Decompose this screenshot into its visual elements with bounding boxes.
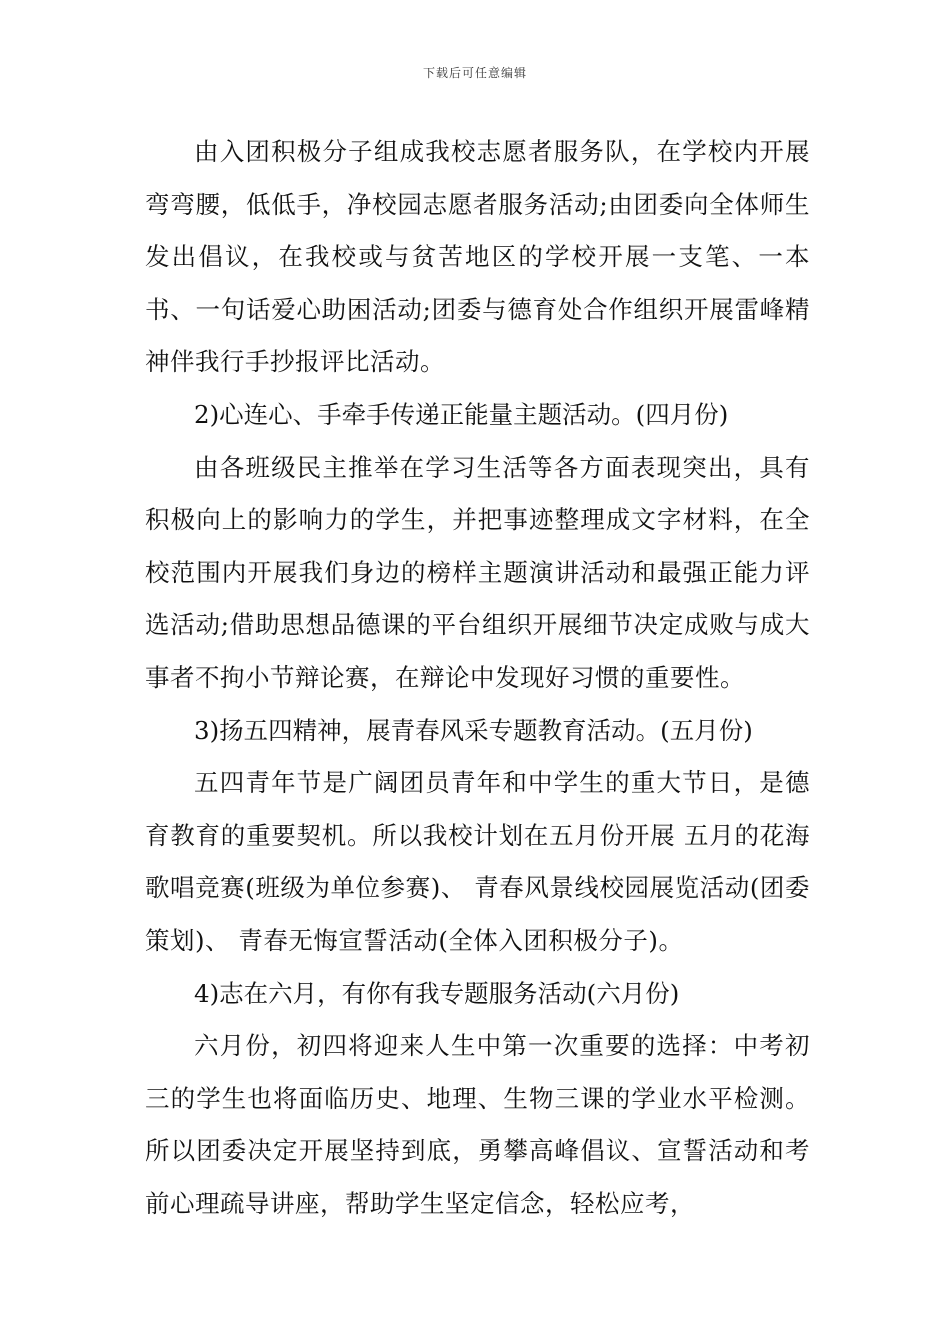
page-header: 下载后可任意编辑	[422, 66, 527, 80]
paragraph-exam-support-activities: 六月份，初四将迎来人生中第一次重要的选择：中考初三的学生也将面临历史、地理、生物三课的学业水平检测。所以团委决定开展坚持到底，勇攀高峰倡议、宣誓活动和考前心理疏导讲座，帮助学生坚定信念，轻松应考，	[145, 1031, 810, 1218]
paragraph-youth-day-activities: 五四青年节是广阔团员青年和中学生的重大节日，是德育教育的重要契机。所以我校计划在五月份开展 五月的花海歌唱竞赛(班级为单位参赛)、 青春风景线校园展览活动(团委策划)、 青春无悔宣誓活动(全体入团积极分子)。	[145, 768, 810, 955]
heading-june-activity: 4)志在六月，有你有我专题服务活动(六月份)	[194, 978, 680, 1008]
heading-april-activity: 2)心连心、手牵手传递正能量主题活动。(四月份)	[194, 399, 729, 429]
paragraph-volunteer-activities: 由入团积极分子组成我校志愿者服务队，在学校内开展弯弯腰，低低手，净校园志愿者服务活动;由团委向全体师生发出倡议，在我校或与贫苦地区的学校开展一支笔、一本书、一句话爱心助困活动;团委与德育处合作组织开展雷峰精神伴我行手抄报评比活动。	[145, 137, 810, 377]
document-body	[145, 126, 810, 1230]
paragraph-role-model-activities: 由各班级民主推举在学习生活等各方面表现突出，具有积极向上的影响力的学生，并把事迹整理成文字材料，在全校范围内开展我们身边的榜样主题演讲活动和最强正能力评选活动;借助思想品德课的平台组织开展细节决定成败与成大事者不拘小节辩论赛，在辩论中发现好习惯的重要性。	[145, 452, 810, 692]
heading-may-activity: 3)扬五四精神，展青春风采专题教育活动。(五月份)	[194, 715, 753, 745]
